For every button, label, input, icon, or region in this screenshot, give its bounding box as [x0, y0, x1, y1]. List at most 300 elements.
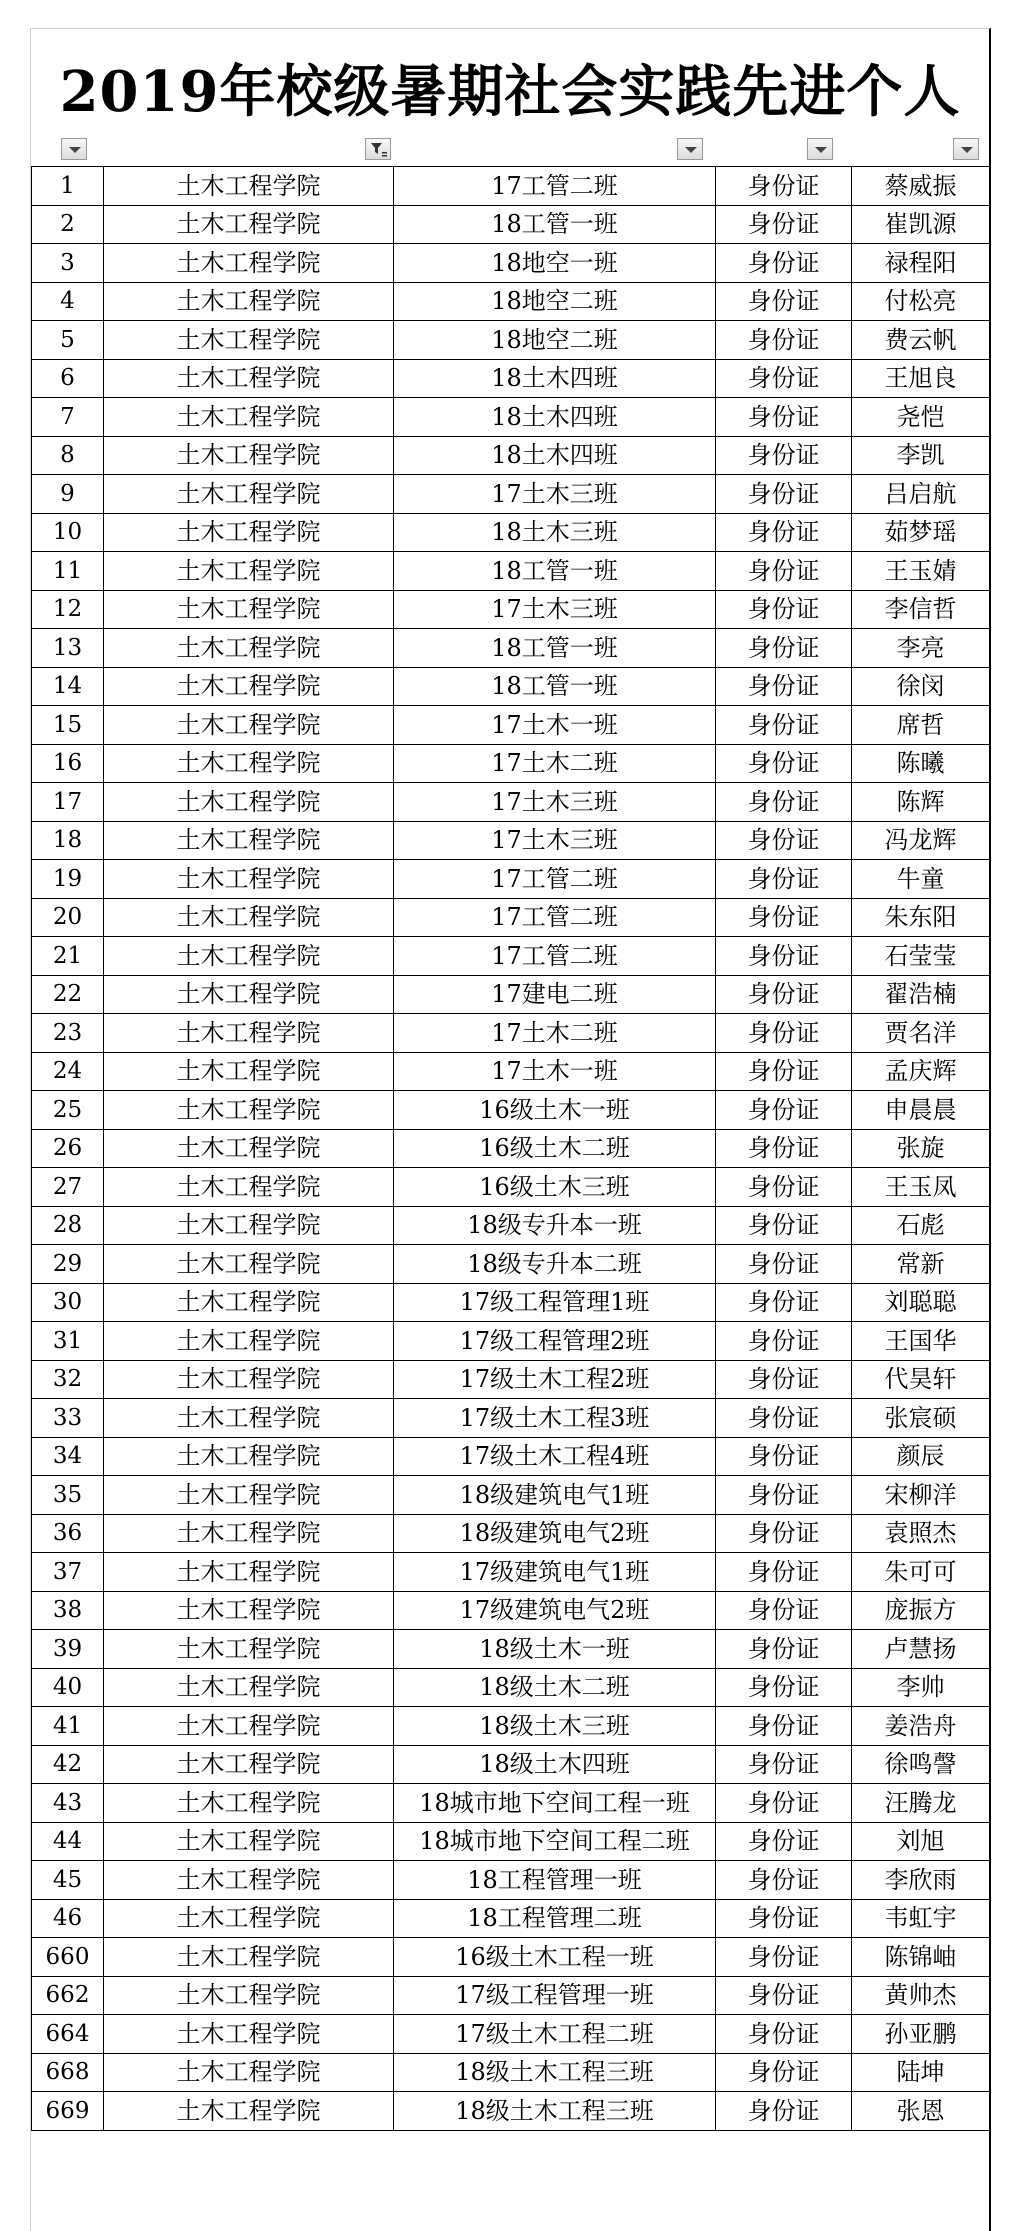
- college-cell[interactable]: 土木工程学院: [104, 1861, 394, 1900]
- row-number-cell[interactable]: 28: [32, 1206, 104, 1245]
- name-cell[interactable]: 王国华: [852, 1322, 990, 1361]
- name-cell[interactable]: 石彪: [852, 1206, 990, 1245]
- name-cell[interactable]: 陈锦岫: [852, 1938, 990, 1977]
- class-cell[interactable]: 18城市地下空间工程一班: [394, 1784, 716, 1823]
- id-type-cell[interactable]: 身份证: [716, 1630, 852, 1669]
- college-cell[interactable]: 土木工程学院: [104, 1129, 394, 1168]
- name-cell[interactable]: 刘旭: [852, 1822, 990, 1861]
- college-cell[interactable]: 土木工程学院: [104, 1360, 394, 1399]
- row-number-cell[interactable]: 15: [32, 706, 104, 745]
- class-cell[interactable]: 17工管二班: [394, 937, 716, 976]
- name-cell[interactable]: 翟浩楠: [852, 975, 990, 1014]
- row-number-cell[interactable]: 45: [32, 1861, 104, 1900]
- name-cell[interactable]: 常新: [852, 1245, 990, 1284]
- id-type-cell[interactable]: 身份证: [716, 244, 852, 283]
- class-cell[interactable]: 17级工程管理一班: [394, 1976, 716, 2015]
- row-number-cell[interactable]: 660: [32, 1938, 104, 1977]
- class-cell[interactable]: 17级土木工程二班: [394, 2015, 716, 2054]
- id-type-cell[interactable]: 身份证: [716, 667, 852, 706]
- id-type-cell[interactable]: 身份证: [716, 1245, 852, 1284]
- name-cell[interactable]: 王旭良: [852, 359, 990, 398]
- id-type-cell[interactable]: 身份证: [716, 513, 852, 552]
- table-row[interactable]: [32, 1745, 990, 1784]
- table-row[interactable]: [32, 1514, 990, 1553]
- college-cell[interactable]: 土木工程学院: [104, 937, 394, 976]
- class-cell[interactable]: 17工管二班: [394, 860, 716, 899]
- table-row[interactable]: [32, 1399, 990, 1438]
- class-cell[interactable]: 18级专升本一班: [394, 1206, 716, 1245]
- id-type-cell[interactable]: 身份证: [716, 2015, 852, 2054]
- row-number-cell[interactable]: 37: [32, 1553, 104, 1592]
- class-cell[interactable]: 17建电二班: [394, 975, 716, 1014]
- name-cell[interactable]: 陆坤: [852, 2053, 990, 2092]
- table-row[interactable]: [32, 436, 990, 475]
- row-number-cell[interactable]: 662: [32, 1976, 104, 2015]
- class-cell[interactable]: 17工管二班: [394, 167, 716, 206]
- table-row[interactable]: [32, 1168, 990, 1207]
- name-cell[interactable]: 冯龙辉: [852, 821, 990, 860]
- row-number-cell[interactable]: 43: [32, 1784, 104, 1823]
- id-type-cell[interactable]: 身份证: [716, 1437, 852, 1476]
- name-cell[interactable]: 牛童: [852, 860, 990, 899]
- name-cell[interactable]: 颜辰: [852, 1437, 990, 1476]
- name-cell[interactable]: 黄帅杰: [852, 1976, 990, 2015]
- table-row[interactable]: [32, 1822, 990, 1861]
- row-number-cell[interactable]: 664: [32, 2015, 104, 2054]
- id-type-cell[interactable]: 身份证: [716, 282, 852, 321]
- class-cell[interactable]: 17土木一班: [394, 706, 716, 745]
- name-cell[interactable]: 费云帆: [852, 321, 990, 360]
- id-type-cell[interactable]: 身份证: [716, 744, 852, 783]
- table-row[interactable]: [32, 1322, 990, 1361]
- table-row[interactable]: [32, 167, 990, 206]
- row-number-cell[interactable]: 17: [32, 783, 104, 822]
- row-number-cell[interactable]: 46: [32, 1899, 104, 1938]
- filter-active-col-b[interactable]: [365, 138, 391, 160]
- college-cell[interactable]: 土木工程学院: [104, 1206, 394, 1245]
- name-cell[interactable]: 代昊轩: [852, 1360, 990, 1399]
- college-cell[interactable]: 土木工程学院: [104, 167, 394, 206]
- row-number-cell[interactable]: 26: [32, 1129, 104, 1168]
- filter-dropdown-col-c[interactable]: [677, 138, 703, 160]
- row-number-cell[interactable]: 11: [32, 552, 104, 591]
- class-cell[interactable]: 18土木四班: [394, 436, 716, 475]
- class-cell[interactable]: 17土木三班: [394, 821, 716, 860]
- class-cell[interactable]: 18地空二班: [394, 282, 716, 321]
- table-row[interactable]: [32, 1707, 990, 1746]
- name-cell[interactable]: 张恩: [852, 2092, 990, 2131]
- row-number-cell[interactable]: 32: [32, 1360, 104, 1399]
- college-cell[interactable]: 土木工程学院: [104, 475, 394, 514]
- id-type-cell[interactable]: 身份证: [716, 860, 852, 899]
- row-number-cell[interactable]: 21: [32, 937, 104, 976]
- name-cell[interactable]: 李欣雨: [852, 1861, 990, 1900]
- college-cell[interactable]: 土木工程学院: [104, 1630, 394, 1669]
- table-row[interactable]: [32, 1861, 990, 1900]
- class-cell[interactable]: 18城市地下空间工程二班: [394, 1822, 716, 1861]
- id-type-cell[interactable]: 身份证: [716, 629, 852, 668]
- name-cell[interactable]: 李亮: [852, 629, 990, 668]
- id-type-cell[interactable]: 身份证: [716, 2092, 852, 2131]
- table-row[interactable]: [32, 937, 990, 976]
- class-cell[interactable]: 17土木二班: [394, 1014, 716, 1053]
- name-cell[interactable]: 王玉婧: [852, 552, 990, 591]
- name-cell[interactable]: 孟庆辉: [852, 1052, 990, 1091]
- table-row[interactable]: [32, 2053, 990, 2092]
- college-cell[interactable]: 土木工程学院: [104, 1745, 394, 1784]
- id-type-cell[interactable]: 身份证: [716, 1668, 852, 1707]
- id-type-cell[interactable]: 身份证: [716, 1360, 852, 1399]
- id-type-cell[interactable]: 身份证: [716, 1938, 852, 1977]
- table-row[interactable]: [32, 1591, 990, 1630]
- college-cell[interactable]: 土木工程学院: [104, 1514, 394, 1553]
- row-number-cell[interactable]: 12: [32, 590, 104, 629]
- class-cell[interactable]: 18地空一班: [394, 244, 716, 283]
- college-cell[interactable]: 土木工程学院: [104, 2053, 394, 2092]
- name-cell[interactable]: 袁照杰: [852, 1514, 990, 1553]
- row-number-cell[interactable]: 38: [32, 1591, 104, 1630]
- row-number-cell[interactable]: 1: [32, 167, 104, 206]
- name-cell[interactable]: 禄程阳: [852, 244, 990, 283]
- row-number-cell[interactable]: 31: [32, 1322, 104, 1361]
- class-cell[interactable]: 18土木三班: [394, 513, 716, 552]
- college-cell[interactable]: 土木工程学院: [104, 398, 394, 437]
- id-type-cell[interactable]: 身份证: [716, 398, 852, 437]
- college-cell[interactable]: 土木工程学院: [104, 2092, 394, 2131]
- id-type-cell[interactable]: 身份证: [716, 321, 852, 360]
- id-type-cell[interactable]: 身份证: [716, 1591, 852, 1630]
- table-row[interactable]: [32, 1014, 990, 1053]
- class-cell[interactable]: 17级工程管理1班: [394, 1283, 716, 1322]
- table-row[interactable]: [32, 359, 990, 398]
- college-cell[interactable]: 土木工程学院: [104, 244, 394, 283]
- class-cell[interactable]: 18工管一班: [394, 205, 716, 244]
- row-number-cell[interactable]: 5: [32, 321, 104, 360]
- name-cell[interactable]: 刘聪聪: [852, 1283, 990, 1322]
- name-cell[interactable]: 朱可可: [852, 1553, 990, 1592]
- id-type-cell[interactable]: 身份证: [716, 1052, 852, 1091]
- class-cell[interactable]: 16级土木三班: [394, 1168, 716, 1207]
- table-row[interactable]: [32, 2015, 990, 2054]
- college-cell[interactable]: 土木工程学院: [104, 1091, 394, 1130]
- college-cell[interactable]: 土木工程学院: [104, 1784, 394, 1823]
- name-cell[interactable]: 王玉凤: [852, 1168, 990, 1207]
- name-cell[interactable]: 李凯: [852, 436, 990, 475]
- name-cell[interactable]: 姜浩舟: [852, 1707, 990, 1746]
- class-cell[interactable]: 17级建筑电气2班: [394, 1591, 716, 1630]
- table-row[interactable]: [32, 706, 990, 745]
- row-number-cell[interactable]: 19: [32, 860, 104, 899]
- table-row[interactable]: [32, 321, 990, 360]
- id-type-cell[interactable]: 身份证: [716, 590, 852, 629]
- id-type-cell[interactable]: 身份证: [716, 1322, 852, 1361]
- name-cell[interactable]: 付松亮: [852, 282, 990, 321]
- row-number-cell[interactable]: 2: [32, 205, 104, 244]
- class-cell[interactable]: 18工程管理一班: [394, 1861, 716, 1900]
- name-cell[interactable]: 韦虹宇: [852, 1899, 990, 1938]
- college-cell[interactable]: 土木工程学院: [104, 1822, 394, 1861]
- id-type-cell[interactable]: 身份证: [716, 1745, 852, 1784]
- college-cell[interactable]: 土木工程学院: [104, 975, 394, 1014]
- table-row[interactable]: [32, 1630, 990, 1669]
- table-row[interactable]: [32, 1283, 990, 1322]
- class-cell[interactable]: 18工管一班: [394, 667, 716, 706]
- name-cell[interactable]: 庞振方: [852, 1591, 990, 1630]
- class-cell[interactable]: 18级土木四班: [394, 1745, 716, 1784]
- id-type-cell[interactable]: 身份证: [716, 167, 852, 206]
- college-cell[interactable]: 土木工程学院: [104, 1553, 394, 1592]
- id-type-cell[interactable]: 身份证: [716, 1129, 852, 1168]
- name-cell[interactable]: 徐鸣謦: [852, 1745, 990, 1784]
- filter-dropdown-col-e[interactable]: [953, 138, 979, 160]
- table-row[interactable]: [32, 2092, 990, 2131]
- college-cell[interactable]: 土木工程学院: [104, 2015, 394, 2054]
- college-cell[interactable]: 土木工程学院: [104, 1168, 394, 1207]
- table-row[interactable]: [32, 744, 990, 783]
- class-cell[interactable]: 17级建筑电气1班: [394, 1553, 716, 1592]
- class-cell[interactable]: 17土木三班: [394, 783, 716, 822]
- id-type-cell[interactable]: 身份证: [716, 1553, 852, 1592]
- class-cell[interactable]: 18级土木二班: [394, 1668, 716, 1707]
- college-cell[interactable]: 土木工程学院: [104, 1283, 394, 1322]
- table-row[interactable]: [32, 975, 990, 1014]
- row-number-cell[interactable]: 34: [32, 1437, 104, 1476]
- row-number-cell[interactable]: 16: [32, 744, 104, 783]
- id-type-cell[interactable]: 身份证: [716, 1168, 852, 1207]
- table-row[interactable]: [32, 590, 990, 629]
- id-type-cell[interactable]: 身份证: [716, 1976, 852, 2015]
- name-cell[interactable]: 卢慧扬: [852, 1630, 990, 1669]
- id-type-cell[interactable]: 身份证: [716, 1707, 852, 1746]
- row-number-cell[interactable]: 40: [32, 1668, 104, 1707]
- class-cell[interactable]: 17工管二班: [394, 898, 716, 937]
- id-type-cell[interactable]: 身份证: [716, 2053, 852, 2092]
- class-cell[interactable]: 18土木四班: [394, 359, 716, 398]
- id-type-cell[interactable]: 身份证: [716, 1476, 852, 1515]
- college-cell[interactable]: 土木工程学院: [104, 1014, 394, 1053]
- name-cell[interactable]: 石莹莹: [852, 937, 990, 976]
- class-cell[interactable]: 17土木三班: [394, 475, 716, 514]
- row-number-cell[interactable]: 18: [32, 821, 104, 860]
- name-cell[interactable]: 张宸硕: [852, 1399, 990, 1438]
- table-row[interactable]: [32, 1938, 990, 1977]
- row-number-cell[interactable]: 23: [32, 1014, 104, 1053]
- class-cell[interactable]: 16级土木一班: [394, 1091, 716, 1130]
- name-cell[interactable]: 申晨晨: [852, 1091, 990, 1130]
- college-cell[interactable]: 土木工程学院: [104, 1591, 394, 1630]
- table-row[interactable]: [32, 821, 990, 860]
- college-cell[interactable]: 土木工程学院: [104, 1437, 394, 1476]
- table-row[interactable]: [32, 1784, 990, 1823]
- college-cell[interactable]: 土木工程学院: [104, 1668, 394, 1707]
- id-type-cell[interactable]: 身份证: [716, 1784, 852, 1823]
- row-number-cell[interactable]: 7: [32, 398, 104, 437]
- row-number-cell[interactable]: 14: [32, 667, 104, 706]
- class-cell[interactable]: 18地空二班: [394, 321, 716, 360]
- row-number-cell[interactable]: 6: [32, 359, 104, 398]
- id-type-cell[interactable]: 身份证: [716, 359, 852, 398]
- name-cell[interactable]: 陈曦: [852, 744, 990, 783]
- row-number-cell[interactable]: 39: [32, 1630, 104, 1669]
- class-cell[interactable]: 18工程管理二班: [394, 1899, 716, 1938]
- table-row[interactable]: [32, 1668, 990, 1707]
- name-cell[interactable]: 汪腾龙: [852, 1784, 990, 1823]
- college-cell[interactable]: 土木工程学院: [104, 1707, 394, 1746]
- table-row[interactable]: [32, 1437, 990, 1476]
- class-cell[interactable]: 18级土木一班: [394, 1630, 716, 1669]
- id-type-cell[interactable]: 身份证: [716, 436, 852, 475]
- college-cell[interactable]: 土木工程学院: [104, 821, 394, 860]
- table-row[interactable]: [32, 783, 990, 822]
- class-cell[interactable]: 18级土木工程三班: [394, 2092, 716, 2131]
- name-cell[interactable]: 孙亚鹏: [852, 2015, 990, 2054]
- table-row[interactable]: [32, 667, 990, 706]
- class-cell[interactable]: 18工管一班: [394, 629, 716, 668]
- row-number-cell[interactable]: 22: [32, 975, 104, 1014]
- row-number-cell[interactable]: 33: [32, 1399, 104, 1438]
- row-number-cell[interactable]: 20: [32, 898, 104, 937]
- class-cell[interactable]: 17土木三班: [394, 590, 716, 629]
- row-number-cell[interactable]: 669: [32, 2092, 104, 2131]
- row-number-cell[interactable]: 3: [32, 244, 104, 283]
- table-row[interactable]: [32, 1476, 990, 1515]
- class-cell[interactable]: 18土木四班: [394, 398, 716, 437]
- id-type-cell[interactable]: 身份证: [716, 975, 852, 1014]
- class-cell[interactable]: 18级土木三班: [394, 1707, 716, 1746]
- college-cell[interactable]: 土木工程学院: [104, 590, 394, 629]
- row-number-cell[interactable]: 8: [32, 436, 104, 475]
- row-number-cell[interactable]: 29: [32, 1245, 104, 1284]
- row-number-cell[interactable]: 24: [32, 1052, 104, 1091]
- name-cell[interactable]: 宋柳洋: [852, 1476, 990, 1515]
- table-row[interactable]: [32, 629, 990, 668]
- row-number-cell[interactable]: 10: [32, 513, 104, 552]
- name-cell[interactable]: 贾名洋: [852, 1014, 990, 1053]
- row-number-cell[interactable]: 13: [32, 629, 104, 668]
- table-row[interactable]: [32, 1129, 990, 1168]
- name-cell[interactable]: 吕启航: [852, 475, 990, 514]
- row-number-cell[interactable]: 35: [32, 1476, 104, 1515]
- college-cell[interactable]: 土木工程学院: [104, 436, 394, 475]
- table-row[interactable]: [32, 205, 990, 244]
- class-cell[interactable]: 16级土木二班: [394, 1129, 716, 1168]
- college-cell[interactable]: 土木工程学院: [104, 321, 394, 360]
- table-row[interactable]: [32, 860, 990, 899]
- table-row[interactable]: [32, 513, 990, 552]
- college-cell[interactable]: 土木工程学院: [104, 860, 394, 899]
- id-type-cell[interactable]: 身份证: [716, 475, 852, 514]
- table-row[interactable]: [32, 552, 990, 591]
- name-cell[interactable]: 席哲: [852, 706, 990, 745]
- id-type-cell[interactable]: 身份证: [716, 783, 852, 822]
- college-cell[interactable]: 土木工程学院: [104, 744, 394, 783]
- row-number-cell[interactable]: 42: [32, 1745, 104, 1784]
- filter-dropdown-col-d[interactable]: [807, 138, 833, 160]
- row-number-cell[interactable]: 36: [32, 1514, 104, 1553]
- row-number-cell[interactable]: 4: [32, 282, 104, 321]
- college-cell[interactable]: 土木工程学院: [104, 1322, 394, 1361]
- id-type-cell[interactable]: 身份证: [716, 1861, 852, 1900]
- college-cell[interactable]: 土木工程学院: [104, 205, 394, 244]
- row-number-cell[interactable]: 44: [32, 1822, 104, 1861]
- name-cell[interactable]: 朱东阳: [852, 898, 990, 937]
- class-cell[interactable]: 17土木一班: [394, 1052, 716, 1091]
- table-row[interactable]: [32, 898, 990, 937]
- table-row[interactable]: [32, 1206, 990, 1245]
- row-number-cell[interactable]: 41: [32, 1707, 104, 1746]
- id-type-cell[interactable]: 身份证: [716, 898, 852, 937]
- college-cell[interactable]: 土木工程学院: [104, 1399, 394, 1438]
- college-cell[interactable]: 土木工程学院: [104, 282, 394, 321]
- table-row[interactable]: [32, 1091, 990, 1130]
- table-row[interactable]: [32, 1245, 990, 1284]
- id-type-cell[interactable]: 身份证: [716, 1399, 852, 1438]
- college-cell[interactable]: 土木工程学院: [104, 1476, 394, 1515]
- id-type-cell[interactable]: 身份证: [716, 1822, 852, 1861]
- college-cell[interactable]: 土木工程学院: [104, 667, 394, 706]
- table-row[interactable]: [32, 1553, 990, 1592]
- name-cell[interactable]: 徐闵: [852, 667, 990, 706]
- college-cell[interactable]: 土木工程学院: [104, 1052, 394, 1091]
- college-cell[interactable]: 土木工程学院: [104, 1938, 394, 1977]
- table-row[interactable]: [32, 398, 990, 437]
- college-cell[interactable]: 土木工程学院: [104, 783, 394, 822]
- table-row[interactable]: [32, 1976, 990, 2015]
- row-number-cell[interactable]: 30: [32, 1283, 104, 1322]
- id-type-cell[interactable]: 身份证: [716, 1514, 852, 1553]
- name-cell[interactable]: 崔凯源: [852, 205, 990, 244]
- id-type-cell[interactable]: 身份证: [716, 821, 852, 860]
- class-cell[interactable]: 18级土木工程三班: [394, 2053, 716, 2092]
- college-cell[interactable]: 土木工程学院: [104, 706, 394, 745]
- id-type-cell[interactable]: 身份证: [716, 1206, 852, 1245]
- class-cell[interactable]: 17级工程管理2班: [394, 1322, 716, 1361]
- name-cell[interactable]: 张旋: [852, 1129, 990, 1168]
- name-cell[interactable]: 茹梦瑶: [852, 513, 990, 552]
- college-cell[interactable]: 土木工程学院: [104, 513, 394, 552]
- table-row[interactable]: [32, 1052, 990, 1091]
- class-cell[interactable]: 18级建筑电气1班: [394, 1476, 716, 1515]
- table-row[interactable]: [32, 1899, 990, 1938]
- class-cell[interactable]: 16级土木工程一班: [394, 1938, 716, 1977]
- college-cell[interactable]: 土木工程学院: [104, 898, 394, 937]
- id-type-cell[interactable]: 身份证: [716, 1091, 852, 1130]
- table-row[interactable]: [32, 1360, 990, 1399]
- id-type-cell[interactable]: 身份证: [716, 205, 852, 244]
- class-cell[interactable]: 18级建筑电气2班: [394, 1514, 716, 1553]
- college-cell[interactable]: 土木工程学院: [104, 359, 394, 398]
- table-row[interactable]: [32, 244, 990, 283]
- college-cell[interactable]: 土木工程学院: [104, 1899, 394, 1938]
- class-cell[interactable]: 18工管一班: [394, 552, 716, 591]
- college-cell[interactable]: 土木工程学院: [104, 552, 394, 591]
- id-type-cell[interactable]: 身份证: [716, 1014, 852, 1053]
- name-cell[interactable]: 尧恺: [852, 398, 990, 437]
- id-type-cell[interactable]: 身份证: [716, 552, 852, 591]
- row-number-cell[interactable]: 27: [32, 1168, 104, 1207]
- id-type-cell[interactable]: 身份证: [716, 1283, 852, 1322]
- filter-dropdown-col-a[interactable]: [61, 138, 87, 160]
- name-cell[interactable]: 李信哲: [852, 590, 990, 629]
- name-cell[interactable]: 陈辉: [852, 783, 990, 822]
- table-row[interactable]: [32, 282, 990, 321]
- table-row[interactable]: [32, 475, 990, 514]
- class-cell[interactable]: 17级土木工程2班: [394, 1360, 716, 1399]
- class-cell[interactable]: 18级专升本二班: [394, 1245, 716, 1284]
- college-cell[interactable]: 土木工程学院: [104, 1976, 394, 2015]
- row-number-cell[interactable]: 668: [32, 2053, 104, 2092]
- row-number-cell[interactable]: 9: [32, 475, 104, 514]
